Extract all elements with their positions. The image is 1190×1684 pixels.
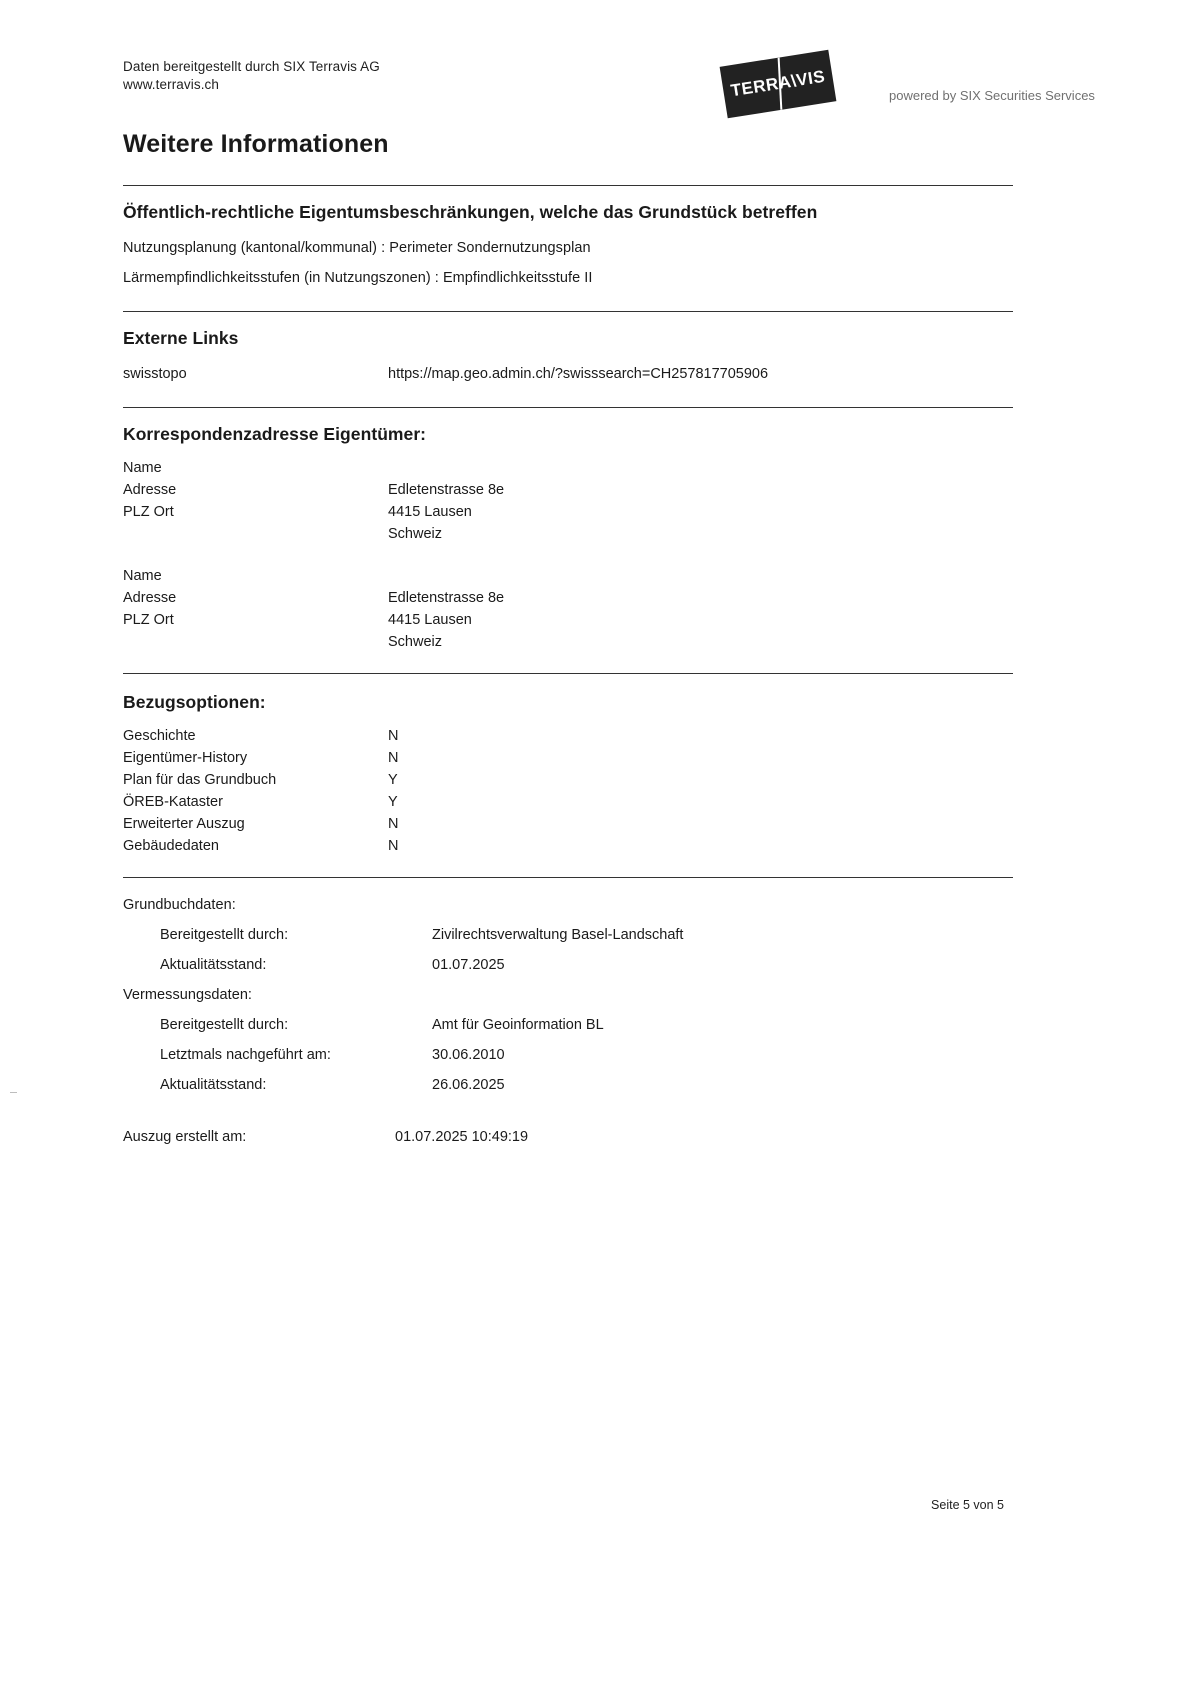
survey-currency-row (123, 1074, 1013, 1096)
purchase-option-row (123, 835, 1013, 857)
address-row-country (123, 523, 1013, 545)
address-value: Edletenstrasse 8e (388, 590, 505, 606)
page-edge-mark (10, 1092, 17, 1093)
purchase-option-row (123, 813, 1013, 835)
purchase-option-label: Geschichte (123, 728, 196, 744)
address-value: 4415 Lausen (388, 504, 472, 520)
address-value: 4415 Lausen (388, 612, 472, 628)
extract-created-label: Auszug erstellt am: (123, 1129, 247, 1145)
address-value (388, 565, 1013, 587)
external-link-row (123, 363, 1013, 385)
land-registry-currency-label: Aktualitätsstand: (160, 957, 267, 973)
address-label: Adresse (123, 590, 177, 606)
land-registry-currency-value: 01.07.2025 (432, 957, 505, 973)
address-label: PLZ Ort (123, 612, 174, 628)
address-value: Schweiz (388, 634, 442, 650)
purchase-option-value: N (388, 816, 399, 832)
extract-created-value: 01.07.2025 10:49:19 (395, 1129, 529, 1145)
external-link-label: swisstopo (123, 366, 187, 382)
page-footer (0, 1498, 1190, 1512)
purchase-option-row (123, 725, 1013, 747)
survey-provider-row (123, 1014, 1013, 1036)
document-body (123, 130, 1013, 1148)
address-block (123, 565, 1013, 653)
land-registry-currency-row (123, 954, 1013, 976)
address-row-street (123, 587, 1013, 609)
terravis-logo (720, 50, 837, 119)
survey-currency-label: Aktualitätsstand: (160, 1077, 267, 1093)
survey-last-updated-row (123, 1044, 1013, 1066)
subsection-title-survey: Vermessungsdaten: (123, 987, 253, 1003)
survey-last-updated-value: 30.06.2010 (432, 1047, 505, 1063)
address-label (123, 523, 388, 545)
provider-website: www.terravis.ch (123, 77, 220, 92)
section-title-correspondence: Korrespondenzadresse Eigentümer: (123, 424, 427, 444)
restriction-line: Nutzungsplanung (kantonal/kommunal) : Perimeter Sondernutzungsplan (123, 240, 591, 256)
purchase-option-row (123, 747, 1013, 769)
purchase-option-value: N (388, 750, 399, 766)
address-value: Schweiz (388, 526, 442, 542)
purchase-option-row (123, 769, 1013, 791)
purchase-option-label: Erweiterter Auszug (123, 816, 245, 832)
address-row-name (123, 565, 1013, 587)
powered-by-label: powered by SIX Securities Services (889, 88, 1095, 103)
address-block (123, 457, 1013, 545)
page-title: Weitere Informationen (123, 130, 389, 158)
address-value: Edletenstrasse 8e (388, 482, 505, 498)
address-row-street (123, 479, 1013, 501)
section-title-external-links: Externe Links (123, 328, 239, 348)
document-header (123, 58, 1130, 128)
purchase-option-value: Y (388, 794, 398, 810)
land-registry-provider-value: Zivilrechtsverwaltung Basel-Landschaft (432, 927, 684, 943)
land-registry-provider-row (123, 924, 1013, 946)
survey-provider-value: Amt für Geoinformation BL (432, 1017, 604, 1033)
section-title-restrictions: Öffentlich-rechtliche Eigentumsbeschränkungen, welche das Grundstück betreffen (123, 202, 818, 222)
address-label: Name (123, 568, 162, 584)
address-label: PLZ Ort (123, 504, 174, 520)
purchase-option-label: Eigentümer-History (123, 750, 248, 766)
survey-provider-label: Bereitgestellt durch: (160, 1017, 289, 1033)
address-label (123, 631, 388, 653)
purchase-option-label: ÖREB-Kataster (123, 794, 223, 810)
survey-currency-value: 26.06.2025 (432, 1077, 505, 1093)
purchase-option-value: N (388, 838, 399, 854)
external-link-url[interactable]: https://map.geo.admin.ch/?swisssearch=CH257817705906 (388, 366, 769, 382)
address-label: Name (123, 460, 162, 476)
terravis-wordmark: TERRA\VIS (729, 66, 827, 101)
address-value (388, 457, 1013, 479)
address-row-name (123, 457, 1013, 479)
brand-block (693, 52, 1163, 126)
purchase-option-label: Plan für das Grundbuch (123, 772, 277, 788)
provider-name: Daten bereitgestellt durch SIX Terravis AG (123, 59, 380, 74)
extract-created-row (123, 1126, 1013, 1148)
purchase-option-row (123, 791, 1013, 813)
purchase-option-value: Y (388, 772, 398, 788)
land-registry-provider-label: Bereitgestellt durch: (160, 927, 289, 943)
address-row-city (123, 609, 1013, 631)
address-row-city (123, 501, 1013, 523)
subsection-title-land-registry: Grundbuchdaten: (123, 897, 236, 913)
survey-last-updated-label: Letztmals nachgeführt am: (160, 1047, 331, 1063)
address-label: Adresse (123, 482, 177, 498)
restriction-line: Lärmempfindlichkeitsstufen (in Nutzungszonen) : Empfindlichkeitsstufe II (123, 270, 593, 286)
purchase-option-label: Gebäudedaten (123, 838, 219, 854)
page-number-label: Seite 5 von 5 (931, 1498, 1004, 1512)
section-title-purchase-options: Bezugsoptionen: (123, 692, 266, 712)
address-row-country (123, 631, 1013, 653)
purchase-option-value: N (388, 728, 399, 744)
